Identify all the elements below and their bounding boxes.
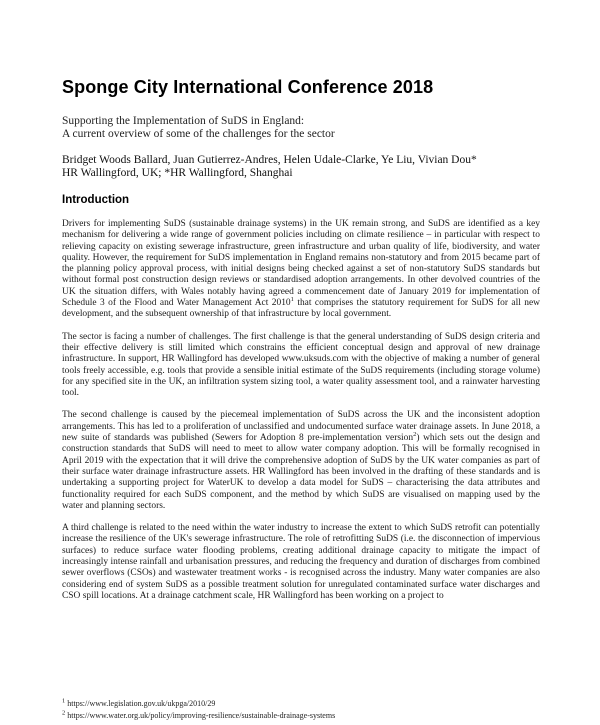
paragraph-1-text-cont: that comprises the statutory requirement for SuDS for all new development, and the subsequent ownership of that infrastructure by local government. <box>62 298 540 320</box>
section-heading-introduction: Introduction <box>62 194 130 206</box>
paper-title-line-2: A current overview of some of the challenges for the sector <box>62 128 335 140</box>
footnote-2 <box>62 710 542 722</box>
paragraph-4: A third challenge is related to the need within the water industry to increase the extent to which SuDS retrofit can potentially increase the resilience of the UK's sewerage infrastructure. The role of retrofitting SuDS (i.e. the disconnection of impervious surfaces) to reduce surface water flooding problems, creating additional drainage capacity to mitigate the impact of increasingly intense rainfall and urbanisation pressures, and reducing the frequency and duration of discharges from combined sewer overflows (CSOs) and wastewater treatment works - is recognised across the industry. Many water companies are also considering end of system SuDS as a possible treatment solution for unregulated contaminated surface water discharges and CSO spill locations. At a drainage catchment scale, HR Wallingford has been working on a project to <box>62 523 540 601</box>
footnote-1-link[interactable]: https://www.legislation.gov.uk/ukpga/2010/29 <box>67 699 216 708</box>
footnotes <box>62 698 542 721</box>
body-text <box>62 219 540 613</box>
conference-title: Sponge City International Conference 2018 <box>62 77 434 97</box>
paragraph-1 <box>62 219 540 321</box>
footnote-2-link[interactable]: https://www.water.org.uk/policy/improving-resilience/sustainable-drainage-systems <box>67 710 336 720</box>
paragraph-3-text: The second challenge is caused by the piecemeal implementation of SuDS across the UK and the inconsistent adoption arrangements. This has led to a proliferation of unclassified and undocumented surface water drainage assets. In June 2018, a new suite of standards was published (Sewers for Adoption 8 pre-implementation version <box>62 410 540 444</box>
authors-names: Bridget Woods Ballard, Juan Gutierrez-Andres, Helen Udale-Clarke, Ye Liu, Vivian Dou* <box>62 154 477 166</box>
footnote-1-mark: 1 <box>62 697 66 705</box>
author-block <box>62 154 542 180</box>
footnote-ref-2: 2 <box>413 430 417 438</box>
paragraph-2: The sector is facing a number of challenges. The first challenge is that the general understanding of SuDS design criteria and their effective delivery is still limited which constrains the efficient conceptual design and approval of new drainage infrastructure. In support, HR Wallingford has developed www.uksuds.com with the objective of making a number of general tools freely accessible, e.g. tools that provide a sensible initial estimate of the SuDS requirements (including storage volume) for any specified site in the UK, an infiltration system sizing tool, a water quality assessment tool, and a rainwater harvesting tool. <box>62 331 540 399</box>
footnote-ref-1: 1 <box>290 295 294 303</box>
paper-title-line-1: Supporting the Implementation of SuDS in England: <box>62 115 305 127</box>
footnote-2-mark: 2 <box>62 708 66 716</box>
footnote-1 <box>62 698 542 710</box>
paragraph-3 <box>62 410 540 512</box>
paper-title <box>62 115 542 141</box>
paragraph-1-text: Drivers for implementing SuDS (sustainable drainage systems) in the UK remain strong, and SuDS are identified as a key mechanism for delivering a wide range of government policies including on climate resilience – in particular with respect to relieving capacity on existing sewerage infrastructure, green infrastructure and urban quality of life, biodiversity, and water quality. However, the requirement for SuDS implementation in England remains non-statutory and from 2015 became part of the planning policy approval process, with initial designs being checked against a set of non-statutory SuDS standards but without formal post construction design reviews or standardised adoption arrangements. In other devolved countries of the UK the situation differs, with Wales notably having agreed a commencement date of January 2019 for implementation of Schedule 3 of the Flood and Water Management Act 2010 <box>62 219 540 309</box>
paragraph-3-text-cont: ) which sets out the design and construction standards that SuDS will need to meet to allow water company adoption. This will be formally recognised in April 2019 with the expectation that it will drive the comprehensive adoption of SuDS by the UK water companies as part of their surface water drainage infrastructure assets. HR Wallingford has been involved in the drafting of these standards and is undertaking a supporting project for WaterUK to develop a data model for SuDS – characterising the data attributes and functionality required for each SuDS component, and the method by which SuDS are visualised on mapping used by the water and planning sectors. <box>62 433 540 511</box>
authors-affiliations: HR Wallingford, UK; *HR Wallingford, Shanghai <box>62 167 293 179</box>
